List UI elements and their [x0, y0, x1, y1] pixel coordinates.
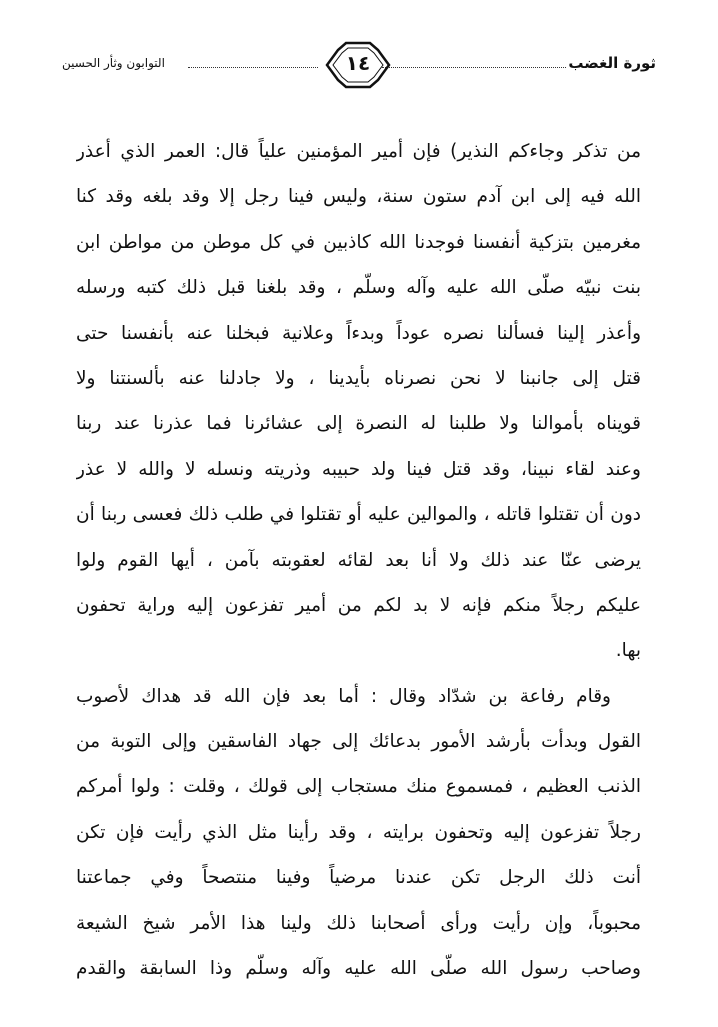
running-header — [62, 40, 656, 90]
text-line: الله فيه إلى ابن آدم ستون سنة، وليس فينا رجل إلا وقد بلغه وقد كنا — [76, 186, 641, 208]
text-line: دون أن تقتلوا قاتله ، والموالين عليه أو تقتلوا في طلب ذلك فعسى ربنا أن — [76, 504, 641, 526]
text-line: من تذكر وجاءكم النذير) فإن أمير المؤمنين علياً قال: العمر الذي أعذر — [76, 141, 641, 162]
header-book-title: ثورة الغضب — [568, 54, 656, 72]
text-line: أنت ذلك الرجل تكن عندنا مرضياً وفينا منتصحاً وفي جماعتنا — [76, 867, 641, 889]
page-number-ornament — [324, 40, 392, 90]
page-body-text — [76, 129, 641, 991]
page-number: ١٤ — [345, 51, 371, 75]
text-line: وصاحب رسول الله صلّى الله عليه وآله وسلّم وذا السابقة والقدم — [76, 958, 641, 980]
text-line: وعند لقاء نبينا، وقد قتل فينا ولد حبيبه وذريته ونسله لا والله لا عذر — [76, 458, 641, 480]
text-line: بنت نبيّه صلّى الله عليه وآله وسلّم ، وقد بلغنا قبل ذلك كتبه ورسله — [76, 277, 641, 299]
text-line: يرضى عنّا عند ذلك ولا أنا بعد لقائه لعقوبته بآمن ، أيها القوم ولوا — [76, 549, 641, 571]
text-line: قويناه بأموالنا ولا طلبنا له النصرة إلى عشائرنا فما عذرنا عند ربنا — [76, 413, 641, 435]
text-line: الذنب العظيم ، فمسموع منك مستجاب إلى قولك ، وقلت : ولوا أمركم — [76, 776, 641, 798]
header-chapter-title: التوابون وثأر الحسين — [62, 56, 165, 70]
text-line: محبوباً، وإن رأيت ورأى أصحابنا ذلك ولينا هذا الأمر شيخ الشيعة — [76, 912, 641, 934]
text-line: وأعذر إلينا فسألنا نصره عوداً وبدءاً وعلانية فبخلنا عنه بأنفسنا حتى — [76, 322, 641, 344]
text-line: قتل إلى جانبنا لا نحن نصرناه بأيدينا ، ولا جادلنا عنه بألسنتنا ولا — [76, 367, 641, 389]
text-line: القول وبدأت بأرشد الأمور بدعائك إلى جهاد الفاسقين وإلى التوبة من — [76, 731, 641, 753]
text-line: بها. — [615, 640, 641, 662]
text-line: رجلاً تفزعون إليه وتحفون برايته ، وقد رأينا مثل الذي رأيت فإن تكن — [76, 821, 641, 843]
text-line: مغرمين بتزكية أنفسنا فوجدنا الله كاذبين في كل موطن من مواطن ابن — [76, 231, 641, 253]
header-dotted-leader-right — [382, 67, 566, 68]
text-line: عليكم رجلاً منكم فإنه لا بد لكم من أمير تفزعون إليه وراية تحفون — [76, 594, 641, 616]
text-line: وقام رفاعة بن شدّاد وقال : أما بعد فإن الله قد هداك لأصوب — [76, 685, 611, 707]
header-dotted-leader-left — [188, 67, 318, 68]
